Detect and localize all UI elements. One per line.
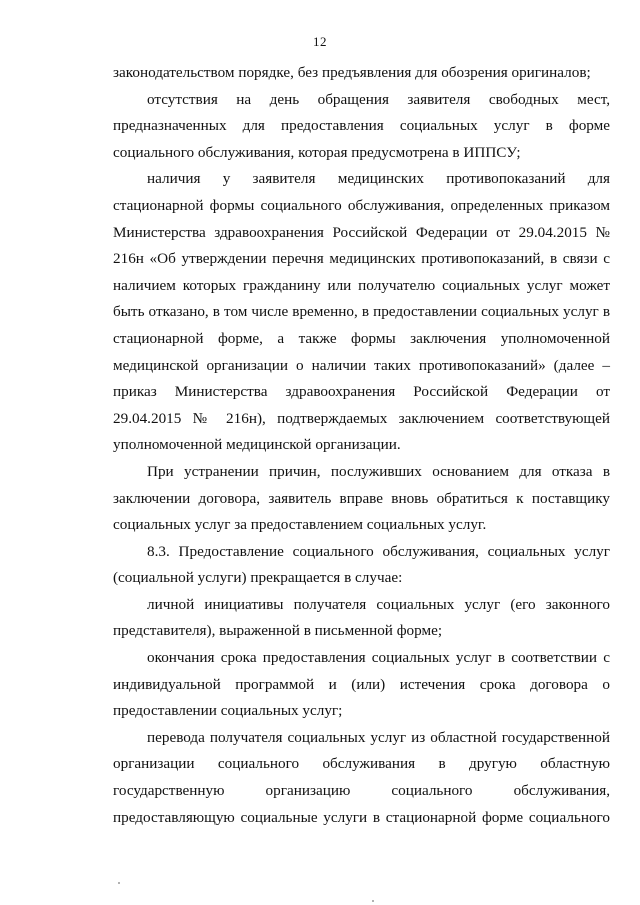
paragraph: наличия у заявителя медицинских противопоказаний для стационарной формы социального обслуживания, определенных приказом Министерства здравоохранения Российской Федерации от 29.04.2015 № 216н «Об утверждении перечня медицинских противопоказаний, в связи с наличием которых гражданину или получателю социальных услуг может быть отказано, в том числе временно, в предоставлении социальных услуг в стационарной форме, а также формы заключения уполномоченной медицинской организации о наличии таких противопоказаний» (далее – приказ Министерства здравоохранения Российской Федерации от 29.04.2015 № 216н), подтверждаемых заключением соответствующей уполномоченной медицинской организации. — [113, 170, 610, 454]
paragraph: окончания срока предоставления социальных услуг в соответствии с индивидуальной программой и (или) истечения срока договора о предоставлении социальных услуг; — [113, 649, 610, 720]
paragraph: При устранении причин, послуживших основанием для отказа в заключении договора, заявитель вправе вновь обратиться к поставщику социальных услуг за предоставлением социальных услуг. — [113, 462, 610, 534]
paragraph: 8.3. Предоставление социального обслуживания, социальных услуг (социальной услуги) прекращается в случае: — [113, 542, 610, 587]
scan-speck — [372, 900, 374, 902]
document-body — [113, 60, 610, 831]
page-number: 12 — [313, 34, 327, 49]
paragraph: законодательством порядке, без предъявления для обозрения оригиналов; — [113, 64, 591, 81]
scan-speck — [118, 882, 120, 884]
paragraph: личной инициативы получателя социальных услуг (его законного представителя), выраженной в письменной форме; — [113, 595, 610, 640]
paragraph: отсутствия на день обращения заявителя свободных мест, предназначенных для предоставления социальных услуг в форме социального обслуживания, которая предусмотрена в ИППСУ; — [113, 90, 610, 161]
paragraph-last: перевода получателя социальных услуг из областной государственной организации социального обслуживания в другую областную государственную организацию социального обслуживания, предоставляющую социальные услуги в стационарной форме социального — [113, 728, 610, 826]
